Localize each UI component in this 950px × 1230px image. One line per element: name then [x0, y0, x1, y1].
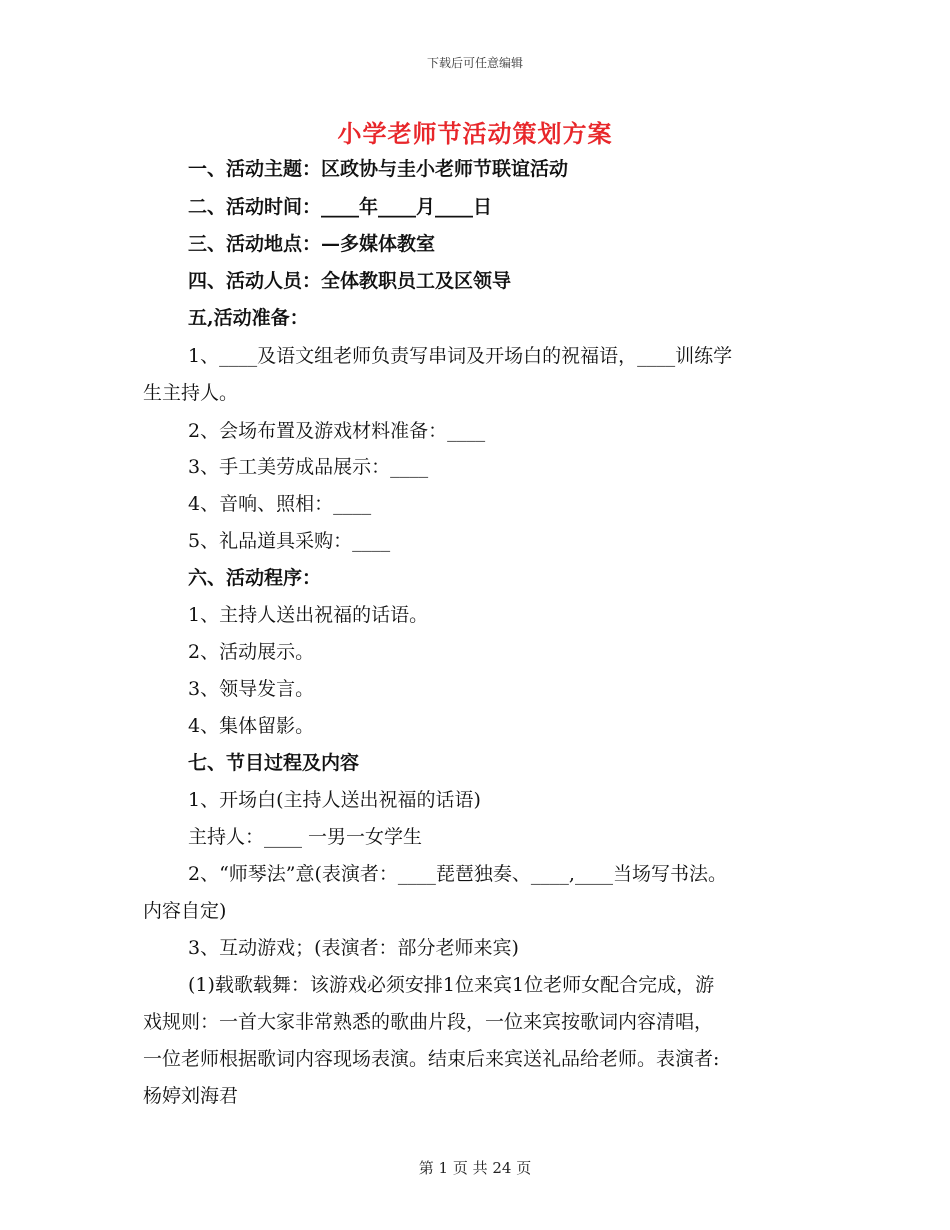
game-item-1-cont-3: 杨婷刘海君: [143, 1085, 239, 1107]
prep-item-1-cont: 生主持人。: [143, 382, 239, 404]
program-item-4: 4、集体留影。: [188, 715, 315, 737]
content-host: 主持人：____ 一男一女学生: [188, 826, 423, 848]
section-program: 六、活动程序：: [188, 567, 322, 589]
game-item-1-cont-2: 一位老师根据歌词内容现场表演。结束后来宾送礼品给老师。表演者:: [143, 1048, 720, 1070]
section-personnel: 四、活动人员：全体教职员工及区领导: [188, 270, 512, 292]
section-content: 七、节目过程及内容: [188, 752, 360, 774]
prep-item-1: 1、____及语文组老师负责写串词及开场白的祝福语，____训练学: [188, 345, 733, 367]
prep-item-4: 4、音响、照相：____: [188, 493, 372, 515]
document-title: 小学老师节活动策划方案: [337, 119, 613, 148]
section-location: 三、活动地点：—多媒体教室: [188, 233, 436, 255]
prep-item-2: 2、会场布置及游戏材料准备：____: [188, 420, 486, 442]
content-item-3: 3、互动游戏；(表演者：部分老师来宾): [188, 937, 519, 959]
game-item-1: (1)载歌载舞：该游戏必须安排1位来宾1位老师女配合完成，游: [188, 974, 715, 996]
section-preparation: 五,活动准备：: [188, 307, 309, 329]
header-note: 下载后可任意编辑: [426, 56, 523, 70]
program-item-2: 2、活动展示。: [188, 641, 315, 663]
content-item-2-cont: 内容自定): [143, 900, 227, 922]
section-time: 二、活动时间：____年____月____日: [188, 196, 493, 218]
page-footer: 第 1 页 共 24 页: [418, 1159, 532, 1177]
prep-item-5: 5、礼品道具采购：____: [188, 530, 391, 552]
program-item-1: 1、主持人送出祝福的话语。: [188, 604, 429, 626]
section-theme: 一、活动主题：区政协与圭小老师节联谊活动: [188, 158, 569, 180]
game-item-1-cont-1: 戏规则：一首大家非常熟悉的歌曲片段，一位来宾按歌词内容清唱，: [143, 1011, 714, 1033]
program-item-3: 3、领导发言。: [188, 678, 315, 700]
content-item-2: 2、“师琴法”意(表演者：____琵琶独奏、____,____当场写书法。: [188, 863, 727, 885]
content-item-1: 1、开场白(主持人送出祝福的话语): [188, 789, 481, 811]
prep-item-3: 3、手工美劳成品展示：____: [188, 456, 429, 478]
